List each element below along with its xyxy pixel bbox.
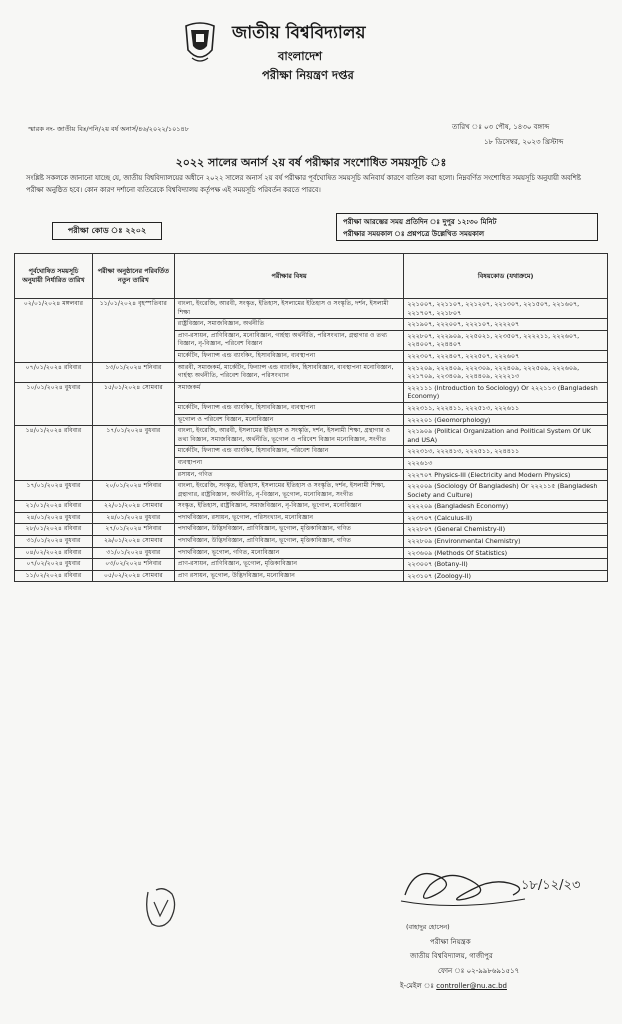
- new-date-cell: ০৫/০২/২০২৪ সোমবার: [92, 570, 174, 582]
- subject-cell: পদার্থবিজ্ঞান, ভূগোল, গণিত, মনোবিজ্ঞান: [174, 547, 404, 559]
- code-cell: ২২২০০৯ (Sociology Of Bangladesh) Or ২২২১১৫ (Bangladesh Society and Culture): [404, 481, 608, 501]
- new-date-cell: ৩১/০১/২০২৪ বুধবার: [92, 547, 174, 559]
- code-cell: ২২২৩১৩, ২২২৪১৩, ২২২৫১১, ২২৪৪১১: [404, 446, 608, 458]
- prev-date-cell: ০৪/০২/২০২৪ রবিবার: [15, 547, 93, 559]
- prev-date-cell: ১০/০১/২০২৪ বুধবার: [15, 382, 93, 425]
- signature-date: ১৮/১২/২৩: [521, 878, 581, 893]
- code-cell: ২২৩৭০৭ (Calculus-II): [404, 512, 608, 524]
- university-logo: [182, 20, 218, 66]
- new-date-cell: ১৩/০১/২০২৪ শনিবার: [92, 362, 174, 382]
- prev-date-cell: ২৪/০১/২০২৪ বুধবার: [15, 512, 93, 524]
- code-cell: ২২২১১১ (Introduction to Sociology) Or ২২২১১৩ (Bangladesh Economy): [404, 382, 608, 402]
- schedule-table: [14, 253, 608, 582]
- new-date-cell: ২০/০১/২০২৪ শনিবার: [92, 481, 174, 501]
- code-cell: ২২৩১০৭ (Zoology-II): [404, 570, 608, 582]
- notice-title: ২০২২ সালের অনার্স ২য় বর্ষ পরীক্ষার সংশোধিত সময়সূচি ঃ: [175, 156, 447, 169]
- subject-cell: মার্কেটিং, ফিন্যান্স এন্ড ব্যাংকিং, হিসাববিজ্ঞান, পরিবেশ বিজ্ঞান: [174, 446, 404, 458]
- exam-code-box: পরীক্ষা কোড ঃ ২২০২: [52, 222, 162, 240]
- subject-cell: রাষ্ট্রবিজ্ঞান, সমাজবিজ্ঞান, অর্থনীতি: [174, 319, 404, 331]
- prev-date-cell: ১১/০২/২০২৪ রবিবার: [15, 570, 93, 582]
- subject-cell: সংস্কৃত, ইতিহাস, রাষ্ট্রবিজ্ঞান, সমাজবিজ্ঞান, নৃ-বিজ্ঞান, ভূগোল, মনোবিজ্ঞান: [174, 501, 404, 513]
- table-row: [15, 362, 608, 382]
- controller-phone: ফোন ঃ ০২-৯৯৮৬৯১৫১৭: [438, 967, 520, 975]
- table-row: [15, 426, 608, 446]
- code-cell: ২২১৯০৭, ২২২০০৭, ২২২১০৭, ২২২২০৭: [404, 319, 608, 331]
- code-cell: ২২২২০৯ (Bangladesh Economy): [404, 501, 608, 513]
- notice-intro: সংশ্লিষ্ট সকলকে জানানো যাচ্ছে যে, জাতীয় বিশ্ববিদ্যালয়ের অধীনে ২০২২ সালের অনার্স ২য় বর্ষ পরীক্ষার পূর্বঘোষিত সময়সূচি অনিবার্য কারণে বাতিল করা হলো। নিম্নবর্ণিত সংশোধিত সময়সূচি অনুযায়ী অবশিষ্ট পরীক্ষা অনুষ্ঠিত হবে। কোন কারণ দর্শানো ব্যতিরেকে বিশ্ববিদ্যালয় কর্তৃপক্ষ এই সময়সূচি পরিবর্তন করতে পারবে।: [26, 174, 581, 194]
- new-date-cell: ২৯/০১/২০২৪ সোমবার: [92, 536, 174, 548]
- table-row: [15, 512, 608, 524]
- controller-email-line: [400, 980, 507, 992]
- country-name: বাংলাদেশ: [278, 49, 323, 63]
- date-bangla: ০৩ পৌষ, ১৪৩০ বঙ্গাব্দ: [484, 123, 550, 131]
- exam-duration: পরীক্ষার সময়কাল ঃ প্রশ্নপত্রে উল্লেখিত সময়কাল: [343, 230, 485, 238]
- subject-cell: মার্কেটিং, ফিন্যান্স এন্ড ব্যাংকিং, হিসাববিজ্ঞান, ব্যবস্থাপনা: [174, 402, 404, 414]
- table-row: [15, 501, 608, 513]
- subject-cell: পদার্থবিজ্ঞান, রসায়ন, ভূগোল, পরিসংখ্যান, মনোবিজ্ঞান: [174, 512, 404, 524]
- subject-cell: আরবী, সমাজকর্ম, মার্কেটিং, ফিন্যান্স এন্ড ব্যাংকিং, হিসাববিজ্ঞান, ব্যবস্থাপনা মনোবিজ্ঞান, গার্হস্থ্য অর্থনীতি, পরিবেশ বিজ্ঞান, পরিসংখ্যান: [174, 362, 404, 382]
- subject-cell: প্রাণ-রসায়ন, প্রাণিবিজ্ঞান, ভূগোল, মৃত্তিকাবিজ্ঞান: [174, 559, 404, 571]
- code-cell: ২২২৩১১, ২২২৪১১, ২২২৫১৩, ২২২৬১১: [404, 402, 608, 414]
- header-new-date: পরীক্ষা অনুষ্ঠানের পরিবর্তিত নতুন তারিখ: [92, 254, 174, 299]
- subject-cell: বাংলা, ইংরেজি, আরবী, ইসলামের ইতিহাস ও সংস্কৃতি, দর্শন, ইসলামী শিক্ষা, গ্রন্থাগার ও তথ্য বিজ্ঞান, সমাজবিজ্ঞান, অর্থনীতি, ভূগোল ও পরিবেশ বিজ্ঞান মনোবিজ্ঞান, সংগীত: [174, 426, 404, 446]
- prev-date-cell: ০২/০১/২০২৪ মঙ্গলবার: [15, 299, 93, 363]
- subject-cell: বাংলা, ইংরেজি, আরবী, সংস্কৃত, ইতিহাস, ইসলামের ইতিহাস ও সংস্কৃতি, দর্শন, ইসলামী শিক্ষা: [174, 299, 404, 319]
- prev-date-cell: ৩১/০১/২০২৪ বুধবার: [15, 536, 93, 548]
- date-english: ১৮ ডিসেম্বর, ২০২৩ খ্রিস্টাব্দ: [484, 138, 564, 146]
- email-link[interactable]: controller@nu.ac.bd: [436, 982, 507, 990]
- handwritten-signature: [395, 855, 585, 913]
- handwritten-mark: [140, 882, 182, 932]
- controller-title: পরীক্ষা নিয়ন্ত্রক: [430, 938, 471, 946]
- subject-cell: প্রাণ রসায়ন, ভূগোল, উদ্ভিদবিজ্ঞান, মনোবিজ্ঞান: [174, 570, 404, 582]
- code-cell: ২২২৮০৭, ২২২৯০৯, ২২৫০২১, ২২৩৫০৭, ২২২২১১, ২২২৬০৭, ২২৪০০৭, ২২৪৪০৭: [404, 330, 608, 350]
- code-cell: ২২২৮০৯ (Environmental Chemistry): [404, 536, 608, 548]
- code-cell: ২২১২০৯, ২২২৪০৯, ২২২৩০৯, ২২২৪০৯, ২২২৫০৯, ২২২৬০৯, ২২১৭০৯, ২২৩৪০৯, ২২৪৪০৯, ২২২২১৩: [404, 362, 608, 382]
- prev-date-cell: ১৪/০১/২০২৪ রবিবার: [15, 426, 93, 481]
- exam-time-box: [336, 213, 598, 241]
- new-date-cell: ১৫/০১/২০২৪ সোমবার: [92, 382, 174, 425]
- code-cell: ২২১০০৭, ২২১১০৭, ২২১২০৭, ২২১৩০৭, ২২১৫০৭, ২২১৬০৭, ২২১৭০৭, ২২১৮০৭: [404, 299, 608, 319]
- schedule-header-row: [15, 254, 608, 299]
- university-name: জাতীয় বিশ্ববিদ্যালয়: [232, 23, 366, 43]
- code-cell: ২২২৬১৩: [404, 457, 608, 469]
- exam-start-time: পরীক্ষা আরম্ভের সময় প্রতিদিন ঃ দুপুর ১২:৩০ মিনিট: [343, 218, 497, 226]
- subject-cell: ব্যবস্থাপনা: [174, 457, 404, 469]
- subject-cell: পদার্থবিজ্ঞান, উদ্ভিদবিজ্ঞান, প্রাণিবিজ্ঞান, ভূগোল, মৃত্তিকাবিজ্ঞান, গণিত: [174, 524, 404, 536]
- table-row: [15, 547, 608, 559]
- new-date-cell: ১১/০১/২০২৪ বৃহস্পতিবার: [92, 299, 174, 363]
- prev-date-cell: ০৭/০১/২০২৪ রবিবার: [15, 362, 93, 382]
- code-cell: ২২৩৬০৯ (Methods Of Statistics): [404, 547, 608, 559]
- subject-cell: প্রাণ-রসায়ন, প্রাণিবিজ্ঞান, মনোবিজ্ঞান, গার্হস্থ্য অর্থনীতি, পরিসংখ্যান, গ্রন্থাগার ও তথ্য বিজ্ঞান, নৃ-বিজ্ঞান, পরিবেশ বিজ্ঞান: [174, 330, 404, 350]
- prev-date-cell: ০৭/০২/২০২৪ বুধবার: [15, 559, 93, 571]
- controller-name: (বাহাদুর হোসেন): [406, 923, 450, 931]
- subject-cell: ভূগোল ও পরিবেশ বিজ্ঞান, মনোবিজ্ঞান: [174, 414, 404, 426]
- code-cell: ২২২৩০৭, ২২২৪০৭, ২২২৫০৭, ২২২৬০৭: [404, 350, 608, 362]
- subject-cell: মার্কেটিং, ফিন্যান্স এন্ড ব্যাংকিং, হিসাববিজ্ঞান, ব্যবস্থাপনা: [174, 350, 404, 362]
- table-row: [15, 481, 608, 501]
- new-date-cell: ২২/০১/২০২৪ সোমবার: [92, 501, 174, 513]
- date-label: তারিখ ঃ: [452, 123, 482, 131]
- subject-cell: বাংলা, ইংরেজি, সংস্কৃত, ইতিহাস, ইসলামের ইতিহাস ও সংস্কৃতি, দর্শন, ইসলামী শিক্ষা, গ্রন্থাগার, রাষ্ট্রবিজ্ঞান, অর্থনীতি, নৃ-বিজ্ঞান, ভূগোল, মনোবিজ্ঞান, সংগীত: [174, 481, 404, 501]
- subject-cell: পদার্থবিজ্ঞান, উদ্ভিদবিজ্ঞান, প্রাণিবিজ্ঞান, ভূগোল, মৃত্তিকাবিজ্ঞান, গণিত: [174, 536, 404, 548]
- table-row: [15, 570, 608, 582]
- code-cell: ২২৩০০৭ (Botany-II): [404, 559, 608, 571]
- header-subject: পরীক্ষার বিষয়: [174, 254, 404, 299]
- new-date-cell: ২৪/০১/২০২৪ বুধবার: [92, 512, 174, 524]
- subject-cell: সমাজকর্ম: [174, 382, 404, 402]
- subject-cell: রসায়ন, গণিত: [174, 469, 404, 481]
- schedule-body: [15, 299, 608, 582]
- header-prev-date: পূর্বঘোষিত সময়সূচি অনুযায়ী নির্ধারিত তারিখ: [15, 254, 93, 299]
- table-row: [15, 299, 608, 319]
- office-name: পরীক্ষা নিয়ন্ত্রণ দপ্তর: [262, 68, 354, 82]
- new-date-cell: ২৭/০১/২০২৪ শনিবার: [92, 524, 174, 536]
- email-label: ই-মেইল ঃ: [400, 982, 434, 990]
- code-cell: ২২১৯০৯ (Political Organization and Political System Of UK and USA): [404, 426, 608, 446]
- header-code: বিষয়কোড (যথাক্রমে): [404, 254, 608, 299]
- controller-university: জাতীয় বিশ্ববিদ্যালয়, গাজীপুর: [410, 952, 493, 960]
- new-date-cell: ০৩/০২/২০২৪ শনিবার: [92, 559, 174, 571]
- prev-date-cell: ২৮/০১/২০২৪ রবিবার: [15, 524, 93, 536]
- memo-reference: স্মারক নং- জাতীয় বিঃ/পনি/২য় বর্ষ অনার্স/৪৬/২০২২/১০১৪৮: [28, 125, 189, 133]
- new-date-cell: ১৭/০১/২০২৪ বুধবার: [92, 426, 174, 481]
- table-row: [15, 559, 608, 571]
- prev-date-cell: ১৭/০১/২০২৪ বুধবার: [15, 481, 93, 501]
- code-cell: ২২২৮০৭ (General Chemistry-II): [404, 524, 608, 536]
- table-row: [15, 536, 608, 548]
- code-cell: ২২২৭০৭ Physics-III (Electricity and Modern Physics): [404, 469, 608, 481]
- table-row: [15, 382, 608, 402]
- code-cell: ২২২২০১ (Geomorphology): [404, 414, 608, 426]
- table-row: [15, 524, 608, 536]
- prev-date-cell: ২১/০১/২০২৪ রবিবার: [15, 501, 93, 513]
